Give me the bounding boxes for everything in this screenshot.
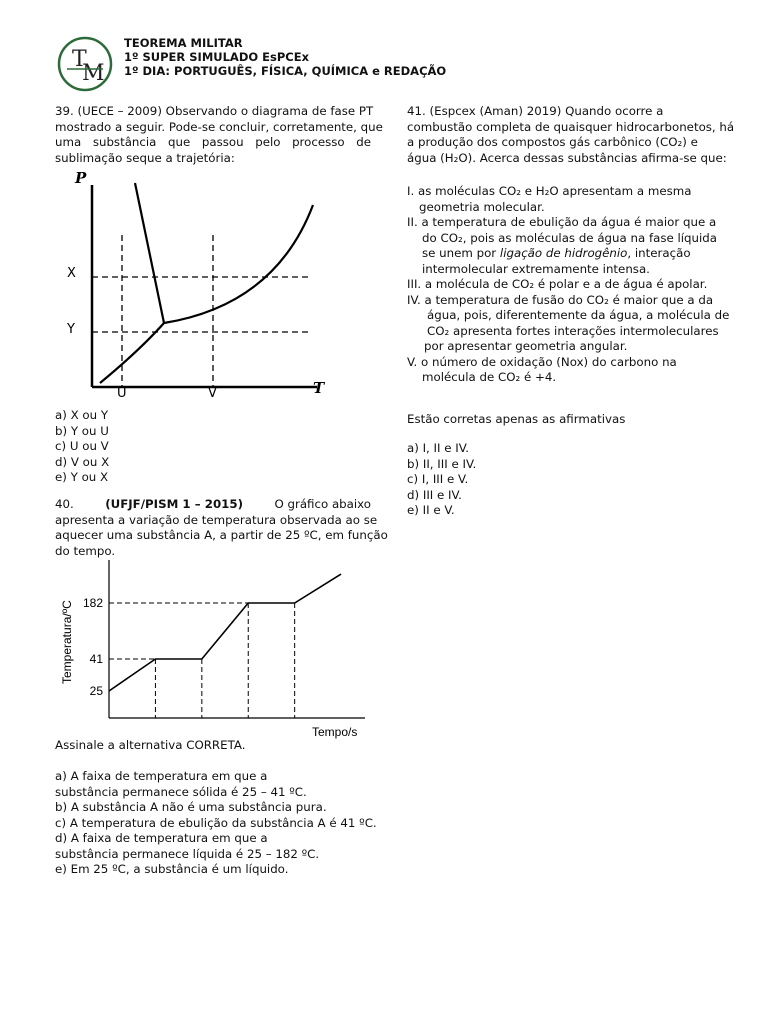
q39-line: uma substância que passou pelo processo de xyxy=(55,135,371,149)
header-line-3: 1º DIA: PORTUGUÊS, FÍSICA, QUÍMICA e REDAÇÃO xyxy=(124,64,447,78)
q41-text: se unem por xyxy=(422,246,497,260)
question-41-text xyxy=(407,104,735,166)
phase-diagram-pt xyxy=(55,165,335,405)
p-axis-label: P xyxy=(75,169,87,187)
fusion-curve xyxy=(135,183,164,323)
q41-statement-ii-cont: do CO₂, pois as moléculas de água na fase líquida xyxy=(422,230,717,245)
u-label: U xyxy=(117,386,127,401)
chart-y-label: Temperatura/ºC xyxy=(60,600,74,684)
q41-statement-ii-cont xyxy=(407,246,725,262)
q39-line: mostrado a seguir. Pode-se concluir, corretamente, que xyxy=(55,119,383,134)
q40-option-e[interactable]: e) Em 25 ºC, a substância é um líquido. xyxy=(55,862,289,876)
q40-line: apresenta a variação de temperatura observada ao se xyxy=(55,512,378,527)
q40-question xyxy=(55,738,245,754)
q39-options xyxy=(55,408,109,486)
q40-option-d[interactable]: d) A faixa de temperatura em que a xyxy=(55,831,268,845)
q41-hydrogen-bond: ligação de hidrogênio xyxy=(499,246,628,260)
q41-option-d[interactable]: d) III e IV. xyxy=(407,487,462,502)
question-39-text xyxy=(55,104,383,166)
question-40-text xyxy=(55,497,388,559)
q39-option-b[interactable]: b) Y ou U xyxy=(55,423,109,438)
q41-statement-iv-cont: água, pois, diferentemente da água, a molécula de xyxy=(427,308,730,322)
temperature-time-chart xyxy=(55,560,375,740)
q41-line: água (H₂O). Acerca dessas substâncias afirma-se que: xyxy=(407,150,727,165)
q41-line: 41. (Espcex (Aman) 2019) Quando ocorre a xyxy=(407,104,664,118)
q40-option-a-cont[interactable]: substância permanece sólida é 25 – 41 ºC. xyxy=(55,784,307,799)
q41-statements xyxy=(407,184,730,386)
q41-option-a[interactable]: a) I, II e IV. xyxy=(407,441,470,455)
q41-statement-v-cont: molécula de CO₂ é +4. xyxy=(422,370,557,384)
chart-y-tick-182: 182 xyxy=(82,596,103,610)
q40-number: 40. xyxy=(55,497,74,511)
q39-option-d[interactable]: d) V ou X xyxy=(55,454,110,469)
q39-option-c[interactable]: c) U ou V xyxy=(55,439,109,453)
q41-statement-iii: III. a molécula de CO₂ é polar e a de água é apolar. xyxy=(407,277,708,291)
page-header xyxy=(124,36,446,78)
vaporization-curve xyxy=(164,205,313,323)
q41-options xyxy=(407,441,476,519)
q39-line: sublimação seque a trajetória: xyxy=(55,150,235,165)
q41-statement-i-cont: geometria molecular. xyxy=(419,199,545,214)
y-label: Y xyxy=(67,322,75,337)
q39-option-a[interactable]: a) X ou Y xyxy=(55,408,109,422)
q40-option-d-cont[interactable]: substância permanece líquida é 25 – 182 ºC. xyxy=(55,846,320,861)
x-label: X xyxy=(67,266,76,281)
q39-line: 39. (UECE – 2009) Observando o diagrama de fase PT xyxy=(55,104,374,118)
q41-option-e[interactable]: e) II e V. xyxy=(407,503,455,517)
q41-statement-v: V. o número de oxidação (Nox) do carbono na xyxy=(407,354,677,369)
v-label: V xyxy=(208,386,217,401)
q40-option-b[interactable]: b) A substância A não é uma substância pura. xyxy=(55,800,327,814)
header-line-1: TEOREMA MILITAR xyxy=(124,36,243,50)
q41-statement-iv-cont: CO₂ apresenta fortes interações intermoleculares xyxy=(427,323,719,338)
q41-statement-iv: IV. a temperatura de fusão do CO₂ é maior que a da xyxy=(407,292,714,307)
q41-question xyxy=(407,412,625,428)
q41-statement-ii-cont: intermolecular extremamente intensa. xyxy=(422,261,650,276)
teorema-militar-logo xyxy=(55,36,115,92)
q40-instruction: Assinale a alternativa CORRETA. xyxy=(55,738,246,752)
q40-line: do tempo. xyxy=(55,543,116,558)
logo-letter-m: M xyxy=(82,61,105,86)
q41-statement-iv-cont: por apresentar geometria angular. xyxy=(424,339,628,353)
q40-source: (UFJF/PISM 1 – 2015) xyxy=(105,497,243,511)
chart-x-label: Tempo/s xyxy=(312,725,358,739)
q40-line: aquecer uma substância A, a partir de 25 ºC, em função xyxy=(55,528,388,542)
q41-instruction: Estão corretas apenas as afirmativas xyxy=(407,412,626,426)
logo-letter-t: T xyxy=(72,47,87,72)
q41-text: , interação xyxy=(627,246,691,260)
q40-option-a[interactable]: a) A faixa de temperatura em que a xyxy=(55,769,268,783)
chart-y-tick-41: 41 xyxy=(89,652,103,666)
q41-option-c[interactable]: c) I, III e V. xyxy=(407,472,469,486)
q40-options xyxy=(55,769,377,878)
q41-statement-ii: II. a temperatura de ebulição da água é maior que a xyxy=(407,215,717,229)
t-axis-label: T xyxy=(313,379,325,397)
q41-option-b[interactable]: b) II, III e IV. xyxy=(407,456,477,471)
header-line-2: 1º SUPER SIMULADO EsPCEx xyxy=(124,50,309,64)
chart-y-tick-25: 25 xyxy=(89,684,103,698)
q41-line: a produção dos compostos gás carbônico (CO₂) e xyxy=(407,135,698,149)
q41-statement-i: I. as moléculas CO₂ e H₂O apresentam a mesma xyxy=(407,184,692,198)
q39-option-e[interactable]: e) Y ou X xyxy=(55,470,109,484)
chart-series-line xyxy=(109,574,341,691)
q40-option-c[interactable]: c) A temperatura de ebulição da substância A é 41 ºC. xyxy=(55,815,377,830)
q40-line: O gráfico abaixo xyxy=(274,497,371,511)
q41-line: combustão completa de quaisquer hidrocarbonetos, há xyxy=(407,119,735,134)
